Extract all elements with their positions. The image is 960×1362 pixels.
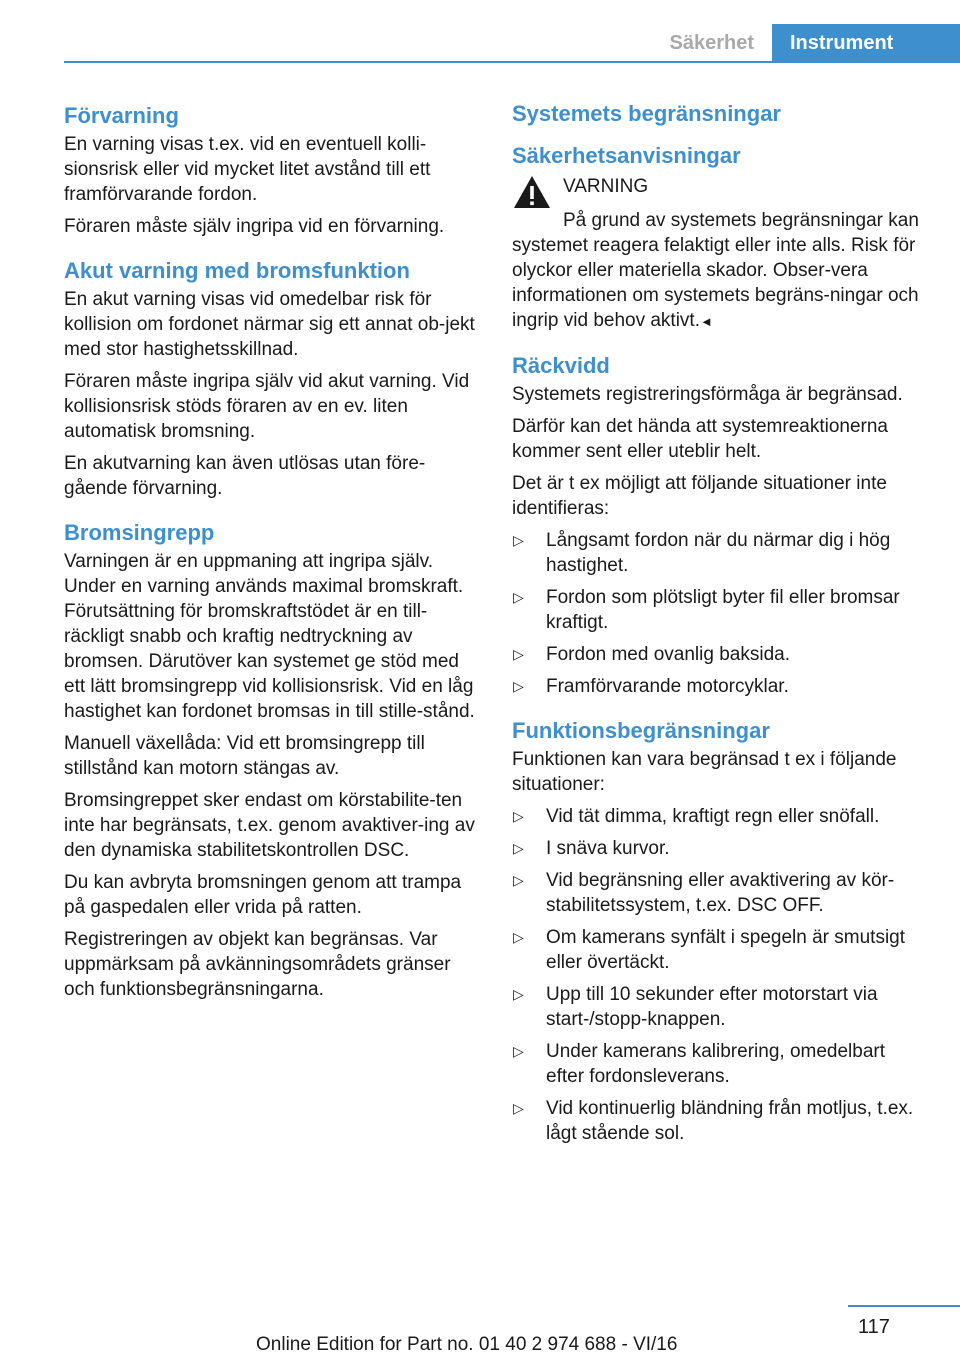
paragraph: Du kan avbryta bromsningen genom att trampa på gaspedalen eller vrida på ratten. <box>64 872 462 918</box>
header-rule <box>64 61 960 63</box>
triangle-bullet-icon: ▷ <box>513 808 524 824</box>
heading-bromsingrepp: Bromsingrepp <box>64 520 215 545</box>
paragraph: En akut varning visas vid omedelbar risk för kollision om fordonet närmar sig ett annat ob-jekt med stor hastighetsskillnad. <box>64 289 475 360</box>
triangle-bullet-icon: ▷ <box>513 1043 524 1059</box>
funktion-list <box>512 804 928 1146</box>
paragraph: Föraren måste själv ingripa vid en förvarning. <box>64 216 445 237</box>
list-item: ▷ I snäva kurvor. <box>513 838 670 859</box>
warning-text: På grund av systemets begränsningar kan systemet reagera felaktigt eller inte alls. Risk för olyckor eller materiella skador. Obser-vera informationen om systemets begräns-ningar och ingrip vid behov aktivt.◄ <box>512 210 919 331</box>
list-item: ▷ Vid begränsning eller avaktivering av kör-stabilitetssystem, t.ex. DSC OFF. <box>513 870 895 916</box>
warning-box <box>512 174 928 334</box>
heading-akut-varning: Akut varning med bromsfunktion <box>64 258 410 283</box>
tab-instrument[interactable]: Instrument <box>772 24 960 62</box>
list-item: ▷ Under kamerans kalibrering, omedelbart efter fordonsleverans. <box>513 1041 885 1087</box>
tab-sakerhet[interactable]: Säkerhet <box>669 32 754 54</box>
paragraph: Det är t ex möjligt att följande situationer inte identifieras: <box>512 473 887 519</box>
list-item: ▷ Vid kontinuerlig bländning från motljus, t.ex. lågt stående sol. <box>513 1098 914 1144</box>
list-item: ▷ Fordon med ovanlig baksida. <box>513 644 790 665</box>
paragraph: Registreringen av objekt kan begränsas. Var uppmärksam på avkänningsområdets gränser och funktionsbegränsningarna. <box>64 929 451 1000</box>
heading-sakerhetsanvisningar: Säkerhetsanvisningar <box>512 143 741 168</box>
heading-systemets-begransningar: Systemets begränsningar <box>512 101 781 126</box>
triangle-bullet-icon: ▷ <box>513 646 524 662</box>
left-column <box>64 100 480 1009</box>
triangle-bullet-icon: ▷ <box>513 678 524 694</box>
paragraph: En akutvarning kan även utlösas utan före-gående förvarning. <box>64 453 426 499</box>
warning-title: VARNING <box>563 176 649 197</box>
list-item: ▷ Upp till 10 sekunder efter motorstart via start-/stopp-knappen. <box>513 984 878 1030</box>
paragraph: Varningen är en uppmaning att ingripa själv. Under en varning används maximal bromskraft. Förutsättning för bromskraftstödet är en till-räckligt snabb och kraftig nedtryckning av bromsen. Därutöver kan systemet ge stöd med ett lätt bromsingrepp vid kollisionsrisk. Vid en låg hastighet kan fordonet bromsas in till stille-stånd. <box>64 551 475 722</box>
page-number-rule <box>848 1305 960 1307</box>
heading-rackvidd: Räckvidd <box>512 353 610 378</box>
list-item: ▷ Framförvarande motorcyklar. <box>513 676 789 697</box>
list-item: ▷ Fordon som plötsligt byter fil eller bromsar kraftigt. <box>513 587 900 633</box>
heading-funktionsbegransningar: Funktionsbegränsningar <box>512 718 770 743</box>
paragraph: En varning visas t.ex. vid en eventuell kolli-sionsrisk eller vid mycket litet avstånd till ett framförvarande fordon. <box>64 134 431 205</box>
triangle-bullet-icon: ▷ <box>513 929 524 945</box>
edition-footer: Online Edition for Part no. 01 40 2 974 688 - VI/16 <box>256 1334 678 1355</box>
paragraph: Funktionen kan vara begränsad t ex i följande situationer: <box>512 749 897 795</box>
header-tabs <box>652 24 960 62</box>
triangle-bullet-icon: ▷ <box>513 986 524 1002</box>
page-number: 117 <box>858 1316 890 1338</box>
end-mark-icon: ◄ <box>700 314 713 329</box>
paragraph: Systemets registreringsförmåga är begränsad. <box>512 384 903 405</box>
paragraph: Därför kan det hända att systemreaktionerna kommer sent eller uteblir helt. <box>512 416 888 462</box>
heading-forvarning: Förvarning <box>64 103 179 128</box>
list-item: ▷ Om kamerans synfält i spegeln är smutsigt eller övertäckt. <box>513 927 906 973</box>
triangle-bullet-icon: ▷ <box>513 872 524 888</box>
triangle-bullet-icon: ▷ <box>513 532 524 548</box>
list-item: ▷ Långsamt fordon när du närmar dig i hög hastighet. <box>513 530 891 576</box>
list-item: ▷ Vid tät dimma, kraftigt regn eller snöfall. <box>513 806 880 827</box>
triangle-bullet-icon: ▷ <box>513 840 524 856</box>
paragraph: Manuell växellåda: Vid ett bromsingrepp till stillstånd kan motorn stängas av. <box>64 733 425 779</box>
warning-triangle-icon <box>512 174 552 210</box>
triangle-bullet-icon: ▷ <box>513 589 524 605</box>
right-column <box>512 100 928 1156</box>
triangle-bullet-icon: ▷ <box>513 1100 524 1116</box>
rackvidd-list <box>512 528 928 699</box>
paragraph: Föraren måste ingripa själv vid akut varning. Vid kollisionsrisk stöds föraren av en ev. liten automatisk bromsning. <box>64 371 470 442</box>
paragraph: Bromsingreppet sker endast om körstabilite-ten inte har begränsats, t.ex. genom avaktiver-ing av den dynamiska stabilitetskontrollen DSC. <box>64 790 475 861</box>
